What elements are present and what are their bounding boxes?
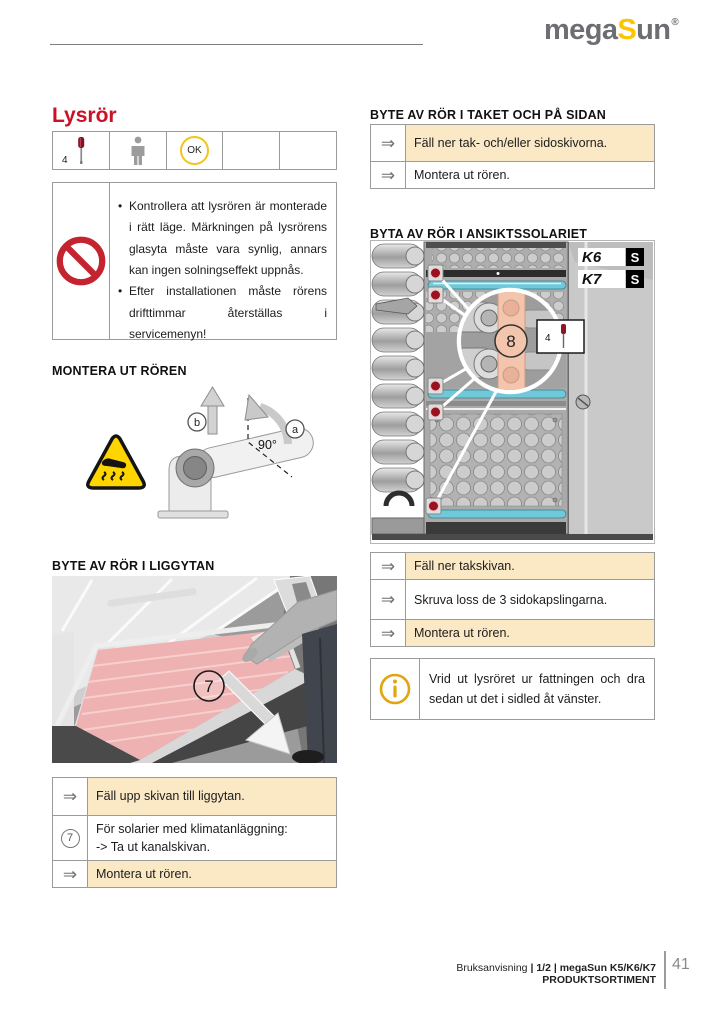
lamp-tube-stack [372, 244, 424, 534]
ok-icon: OK [180, 136, 209, 165]
taket-heading: BYTE AV RÖR I TAKET OCH PÅ SIDAN [370, 108, 607, 122]
logo-mega: mega [544, 14, 618, 46]
warning-text [110, 183, 336, 342]
arrow-step-icon: ⇒ [371, 580, 406, 619]
table-row: ⇒ Skruva loss de 3 sidokapslingarna. [370, 580, 655, 620]
logo-un: un [636, 14, 671, 46]
warning-bullet-1: • Kontrollera att lysrören är monterade i rätt läge. Märkningen på lysrörens glasyta måste vara synlig, annars kan ingen solningseffekt uppnås. [118, 199, 327, 278]
footer-pages: 1/2 [536, 962, 551, 974]
empty-cell-1 [223, 132, 280, 169]
logo-s: S [617, 14, 637, 46]
requirements-strip [52, 131, 337, 170]
warning-bullet-2: • Efter installationen måste rörens drifttimmar återställas i servicemenyn! [118, 284, 327, 342]
table-row: ⇒ Fäll ner tak- och/eller sidoskivorna. [370, 124, 655, 162]
liggytan-photo [52, 576, 337, 763]
taket-steps-table [370, 124, 655, 189]
empty-cell-2 [280, 132, 336, 169]
table-row: ⇒ Montera ut rören. [370, 162, 655, 189]
page-title: Lysrör [52, 104, 117, 127]
table-row: 7 För solarier med klimatanläggning: -> Ta ut kanalskivan. [52, 816, 337, 861]
tool-cell [53, 132, 110, 169]
montera-figure [52, 382, 337, 544]
footer: Bruksanvisning | 1/2 | megaSun K5/K6/K7 PRODUKTSORTIMENT [456, 962, 656, 986]
hot-surface-warning-icon [88, 436, 144, 488]
arrow-step-icon: ⇒ [371, 620, 406, 646]
screwdriver-icon [73, 136, 89, 166]
person-cell [110, 132, 167, 169]
label-b: b [193, 417, 201, 429]
model-k7-badge: S [630, 272, 640, 287]
prohibition-icon [54, 234, 108, 288]
info-box [370, 658, 655, 720]
info-icon [378, 672, 412, 706]
label-a: a [291, 424, 299, 436]
prohibition-cell [53, 183, 110, 339]
liggytan-steps-table [52, 777, 337, 888]
person-icon [127, 136, 149, 166]
footer-doc: Bruksanvisning [456, 962, 528, 974]
step-7-marker-icon: 7 [53, 816, 88, 860]
ansikts-steps-table [370, 552, 655, 647]
header-rule [50, 44, 423, 45]
model-k7-label: K7 [582, 271, 602, 288]
uv-lamp [428, 510, 566, 518]
arrow-step-icon: ⇒ [371, 162, 406, 188]
footer-product: megaSun K5/K6/K7 PRODUKTSORTIMENT [542, 962, 656, 986]
footer-rule [664, 951, 666, 989]
megasun-logo [544, 14, 678, 47]
table-row: ⇒ Montera ut rören. [370, 620, 655, 647]
step-7-label: 7 [204, 677, 214, 696]
arrow-step-icon: ⇒ [53, 778, 88, 815]
ansikts-heading: BYTA AV RÖR I ANSIKTSSOLARIET [370, 227, 588, 241]
arrow-step-icon: ⇒ [53, 861, 88, 887]
montera-heading: MONTERA UT RÖREN [52, 364, 187, 378]
info-note-text: Vrid ut lysröret ur fattningen och dra sedan ut det i sidled åt vänster. [429, 672, 645, 706]
ansikts-figure [370, 240, 655, 544]
tool-callout-box [537, 320, 584, 353]
liggytan-heading: BYTE AV RÖR I LIGGYTAN [52, 559, 215, 573]
step-8-label: 8 [506, 332, 516, 351]
tool-quantity: 4 [545, 333, 551, 344]
table-row: ⇒ Fäll upp skivan till liggytan. [52, 777, 337, 816]
model-k6-badge: S [630, 250, 640, 265]
ok-cell [167, 132, 224, 169]
page-number: 41 [672, 956, 690, 973]
table-row: ⇒ Fäll ner takskivan. [370, 552, 655, 580]
model-k6-label: K6 [582, 249, 602, 266]
table-row: ⇒ Montera ut rören. [52, 861, 337, 888]
angle-label: 90° [258, 438, 277, 452]
tool-quantity: 4 [62, 155, 68, 166]
arrow-step-icon: ⇒ [371, 125, 406, 161]
info-icon-cell [371, 659, 420, 719]
registered-mark: ® [671, 17, 679, 28]
screwdriver-icon [561, 324, 566, 334]
arrow-step-icon: ⇒ [371, 553, 406, 579]
warning-box [52, 182, 337, 340]
